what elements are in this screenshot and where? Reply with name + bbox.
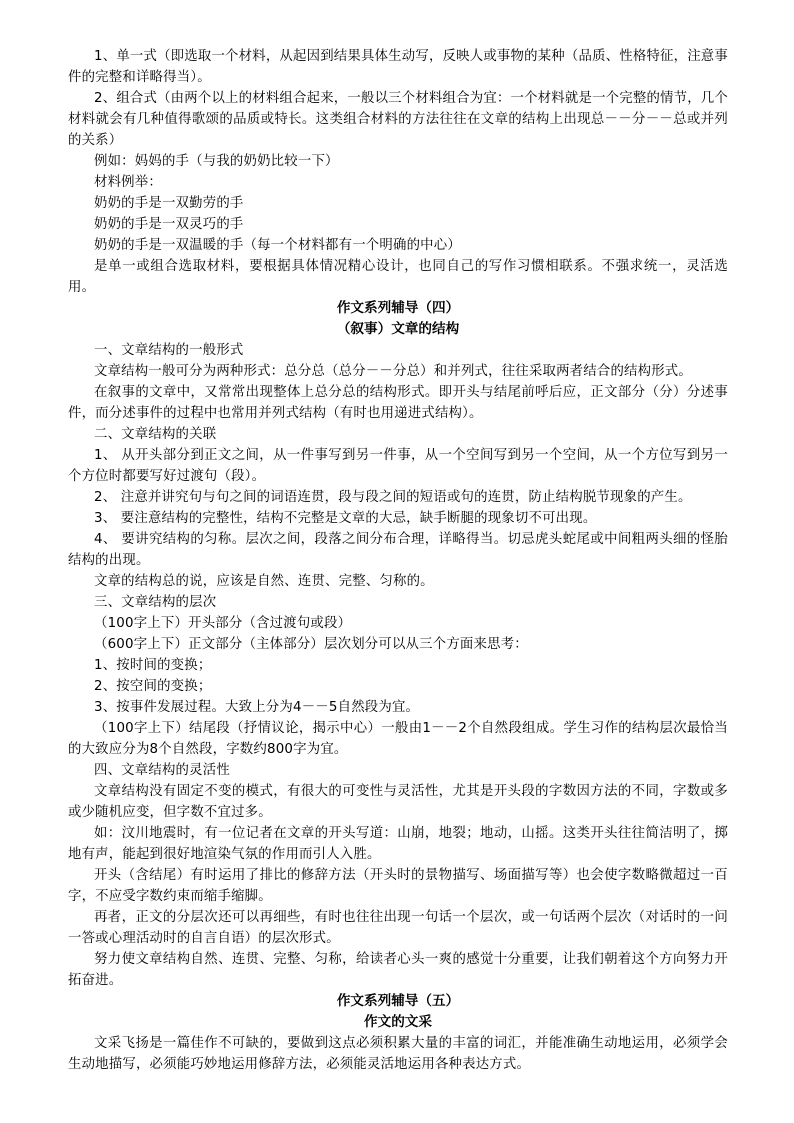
body-paragraph: 1、单一式（即选取一个材料，从起因到结果具体生动写，反映人或事物的某种（品质、性格特征，注意事件的完整和详略得当）。 <box>68 49 728 85</box>
body-paragraph: （100字上下）开头部分（含过渡句或段） <box>94 616 352 631</box>
body-paragraph: 文章结构一般可分为两种形式：总分总（总分－－分总）和并列式，往往采取两者结合的结构形式。 <box>94 364 692 379</box>
body-paragraph: 1、 从开头部分到正文之间，从一件事写到另一件事，从一个空间写到另一个空间，从一个方位写到另一个方位时都要写好过渡句（段）。 <box>68 448 728 484</box>
section-heading: （叙事）文章的结构 <box>336 321 460 337</box>
body-paragraph: （600字上下）正文部分（主体部分）层次划分可以从三个方面来思考： <box>94 637 528 652</box>
body-paragraph: 如：汶川地震时，有一位记者在文章的开头写道：山崩，地裂；地动，山摇。这类开头往往简洁明了，掷地有声，能起到很好地渲染气氛的作用而引人入胜。 <box>68 826 728 862</box>
body-paragraph: 三、文章结构的层次 <box>94 595 217 610</box>
body-paragraph: 一、文章结构的一般形式 <box>94 343 244 358</box>
body-paragraph: 1、按时间的变换； <box>94 658 212 673</box>
section-heading: 作文的文采 <box>364 1014 432 1030</box>
body-paragraph: 奶奶的手是一双勤劳的手 <box>94 196 244 211</box>
body-paragraph: 例如：妈妈的手（与我的奶奶比较一下） <box>94 154 339 169</box>
body-paragraph: 2、 注意并讲究句与句之间的词语连贯，段与段之间的短语或句的连贯，防止结构脱节现象的产生。 <box>94 490 692 505</box>
body-paragraph: 2、组合式（由两个以上的材料组合起来，一般以三个材料组合为宜：一个材料就是一个完整的情节，几个材料就会有几种值得歌颂的品质或特长。这类组合材料的方法往往在文章的结构上出现总－－分－－总或并列的关系） <box>68 91 728 148</box>
body-paragraph: 文采飞扬是一篇佳作不可缺的，要做到这点必须积累大量的丰富的词汇，并能准确生动地运用，必须学会生动地描写，必须能巧妙地运用修辞方法，必须能灵活地运用各种表达方式。 <box>68 1036 728 1072</box>
body-paragraph: 再者，正文的分层次还可以再细些，有时也往往出现一句话一个层次，或一句话两个层次（对话时的一问一答或心理活动时的自言自语）的层次形式。 <box>68 910 728 946</box>
body-paragraph: 文章结构没有固定不变的模式，有很大的可变性与灵活性，尤其是开头段的字数因方法的不同，字数或多或少随机应变，但字数不宜过多。 <box>68 784 728 820</box>
body-paragraph: 3、按事件发展过程。大致上分为4－－5自然段为宜。 <box>94 700 420 715</box>
body-paragraph: 努力使文章结构自然、连贯、完整、匀称，给读者心头一爽的感觉十分重要，让我们朝着这个方向努力开拓奋进。 <box>68 952 728 988</box>
body-paragraph: 文章的结构总的说，应该是自然、连贯、完整、匀称的。 <box>94 574 434 589</box>
document-body <box>68 46 728 1075</box>
body-paragraph: 4、 要讲究结构的匀称。层次之间，段落之间分布合理，详略得当。切忌虎头蛇尾或中间粗两头细的怪胎结构的出现。 <box>68 532 728 568</box>
body-paragraph: 是单一或组合选取材料，要根据具体情况精心设计，也同自己的写作习惯相联系。不强求统一，灵活选用。 <box>68 259 728 295</box>
body-paragraph: 开头（含结尾）有时运用了排比的修辞方法（开头时的景物描写、场面描写等）也会使字数略微超过一百字，不应受字数约束而缩手缩脚。 <box>68 868 728 904</box>
body-paragraph: 3、 要注意结构的完整性，结构不完整是文章的大忌，缺手断腿的现象切不可出现。 <box>94 511 597 526</box>
body-paragraph: 在叙事的文章中，又常常出现整体上总分总的结构形式。即开头与结尾前呼后应，正文部分（分）分述事件，而分述事件的过程中也常用并列式结构（有时也用递进式结构）。 <box>68 385 728 421</box>
body-paragraph: 2、按空间的变换； <box>94 679 212 694</box>
body-paragraph: 材料例举： <box>94 175 162 190</box>
body-paragraph: 奶奶的手是一双温暖的手（每一个材料都有一个明确的中心） <box>94 238 461 253</box>
body-paragraph: 二、文章结构的关联 <box>94 427 217 442</box>
section-heading: 作文系列辅导（四） <box>336 300 460 316</box>
body-paragraph: 奶奶的手是一双灵巧的手 <box>94 217 244 232</box>
section-heading: 作文系列辅导（五） <box>336 993 460 1009</box>
body-paragraph: （100字上下）结尾段（抒情议论，揭示中心）一般由1－－2个自然段组成。学生习作的结构层次最恰当的大致应分为8个自然段，字数约800字为宜。 <box>68 721 728 757</box>
body-paragraph: 四、文章结构的灵活性 <box>94 763 230 778</box>
